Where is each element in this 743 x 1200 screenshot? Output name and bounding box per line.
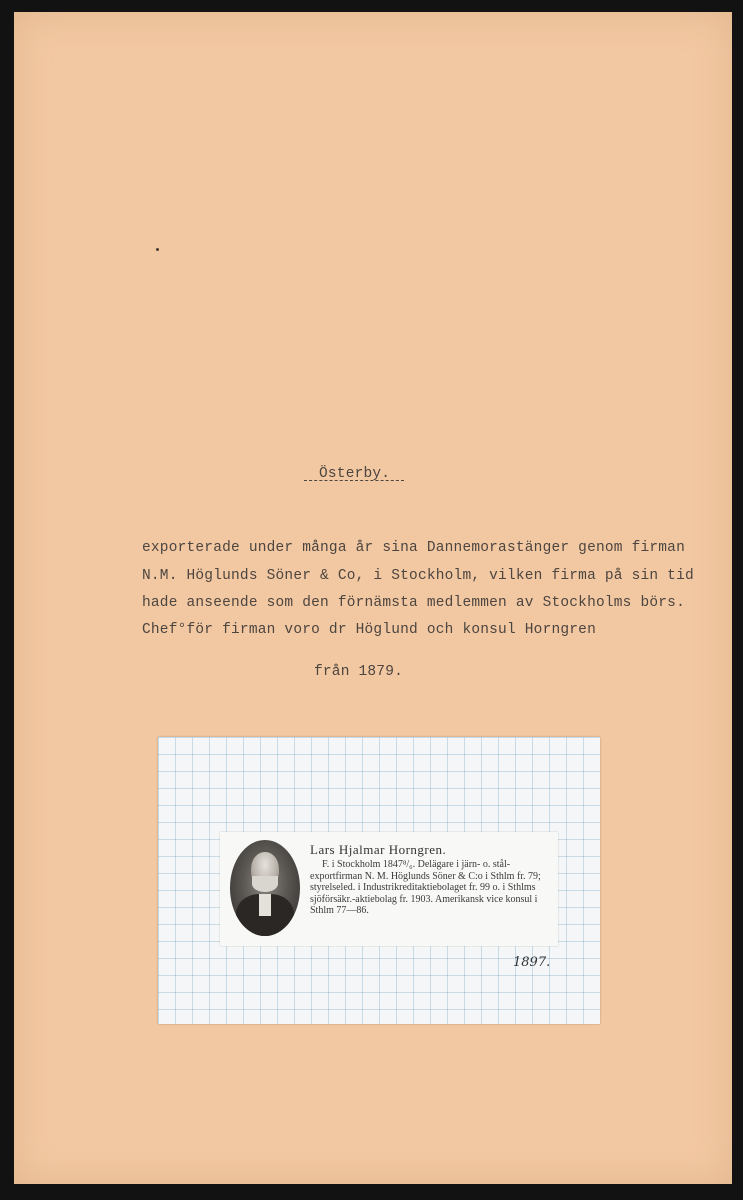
body-line-1: exporterade under många år sina Dannemorastänger genom firman [142,540,685,556]
body-line-5: från 1879. [314,664,404,680]
handwritten-year: 1897. [513,955,551,970]
title-underline [304,480,404,481]
body-line-4: Chef°för firman voro dr Höglund och konsul Horngren [142,622,596,638]
clipping-name: Lars Hjalmar Horngren. [310,842,447,857]
portrait-moustache [252,876,278,892]
portrait-photo [230,840,300,936]
body-line-2: N.M. Höglunds Söner & Co, i Stockholm, vilken firma på sin tid [142,568,694,584]
document-sheet [14,12,732,1184]
body-line-3: hade anseende som den förnämsta medlemmen av Stockholms börs. [142,595,685,611]
newspaper-clipping [220,832,558,946]
ink-dot [156,248,159,251]
portrait-shirt [259,894,271,916]
graph-paper-card [158,737,600,1024]
clipping-bio: F. i Stockholm 1847⁸/₆. Delägare i järn- o. stål-exportfirman N. M. Höglunds Söner & C:o i Sthlm fr. 79; styrelseled. i Industrikreditaktiebolaget fr. 99 o. i Sthlms sjöförsäkr.-aktiebolag fr. 1903. Amerikansk vice konsul i Sthlm 77—86. [310,859,541,916]
document-title: Österby. [319,466,391,482]
